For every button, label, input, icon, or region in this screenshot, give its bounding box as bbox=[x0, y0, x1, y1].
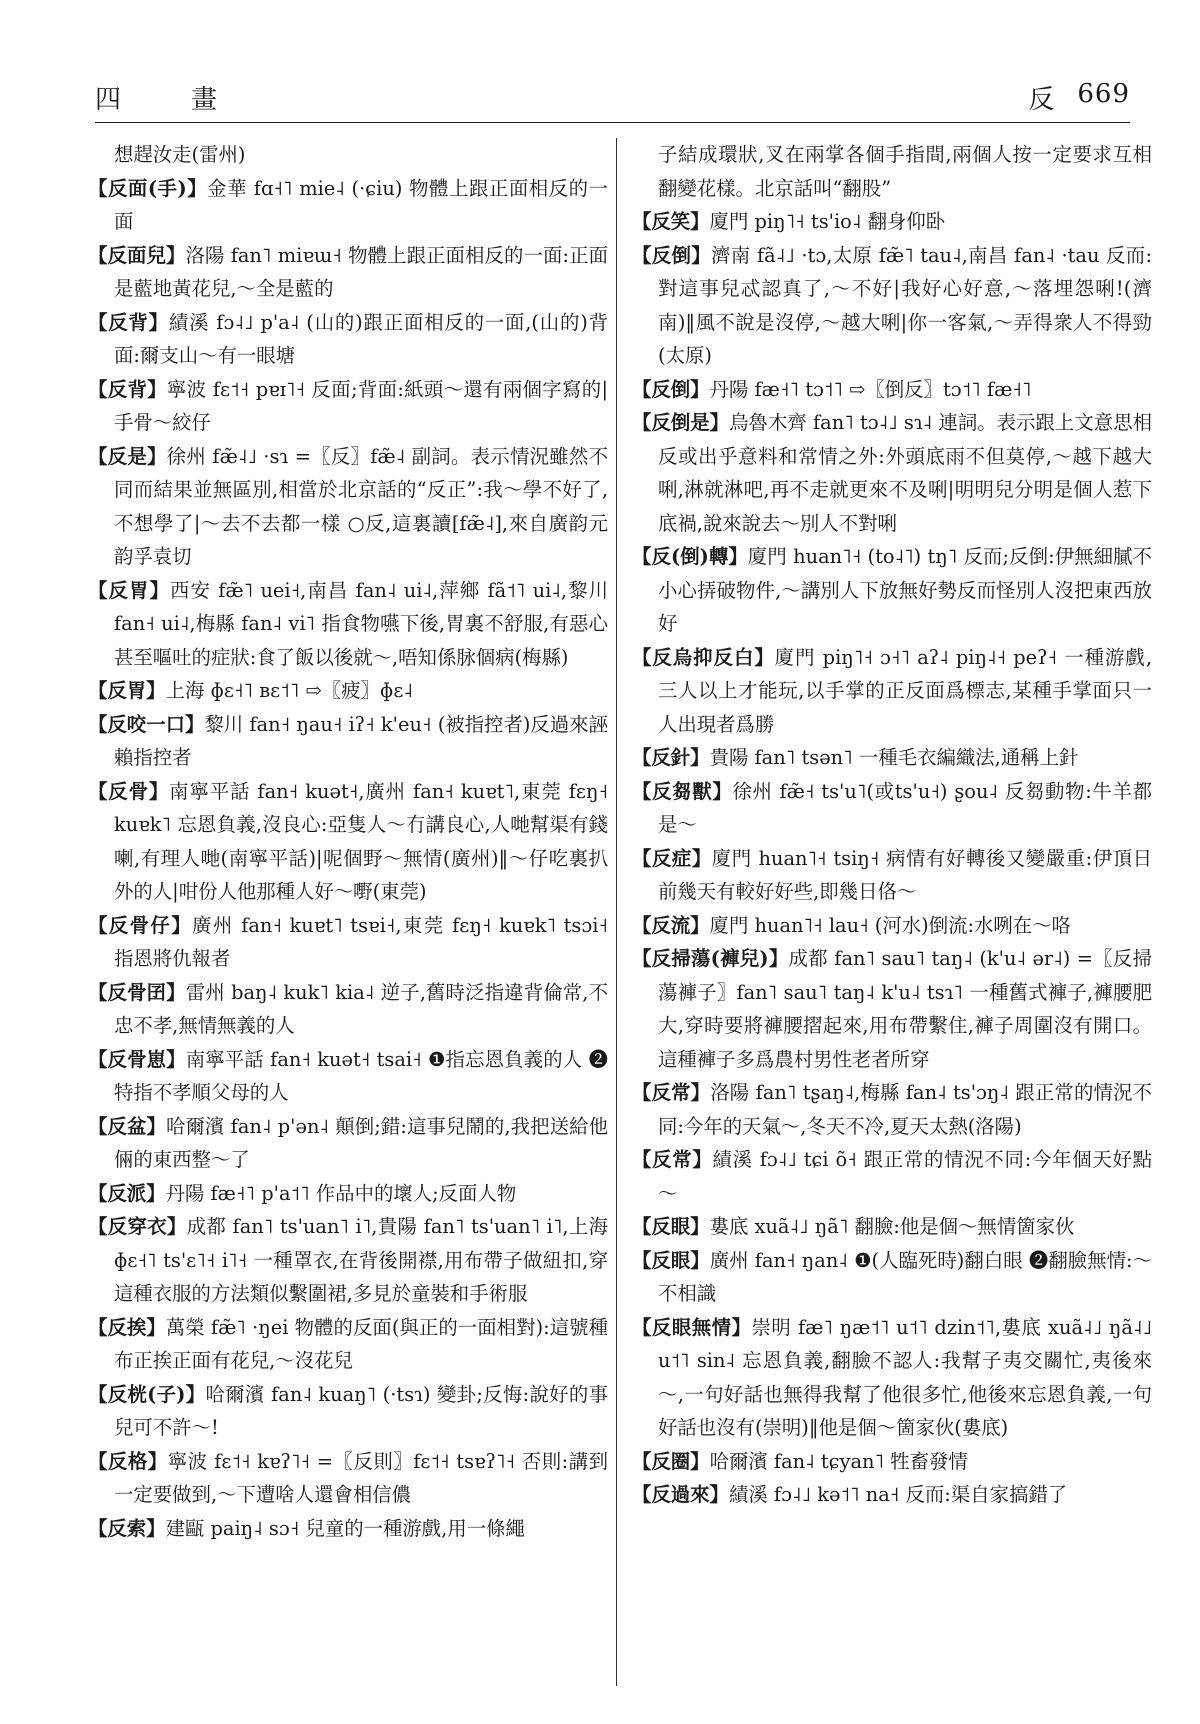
entry-headword: 【反面兒】 bbox=[88, 243, 186, 267]
entry-text: 金華 fɑ˧˥ mie˨ (·ɕiu) 物體上跟正面相反的一面 bbox=[114, 176, 608, 233]
entry-text: 績溪 fɔ˨˩ tɕi õ˧ 跟正常的情況不同:今年個天好點～ bbox=[658, 1148, 1152, 1205]
entry-headword: 【反過來】 bbox=[632, 1483, 729, 1506]
entry-headword: 【反格】 bbox=[88, 1449, 168, 1473]
entry-headword: 【反倒】 bbox=[632, 377, 710, 401]
entry-text: 黎川 fan˧ ŋau˧ iʔ˧ k'eu˧ (被指控者)反過來誣賴指控者 bbox=[114, 712, 609, 769]
entry-text: 萬榮 fæ̃˥ ·ŋei 物體的反面(與正的一面相對):這號種布正挨正面有花兒,～沒花兒 bbox=[114, 1315, 608, 1372]
entry-headword: 【反面(手)】 bbox=[88, 176, 208, 200]
dictionary-entry bbox=[632, 373, 1152, 407]
dictionary-entry bbox=[632, 641, 1152, 742]
entry-headword: 【反穿衣】 bbox=[88, 1215, 187, 1238]
dictionary-entry bbox=[88, 1043, 608, 1110]
entry-text: 寧波 fɛ˦˧ kɐʔ˥˧ =〖反則〗fɛ˦˧ tsɐʔ˥˧ 否則:講到一定要做到,～下遭啥人還會相信儂 bbox=[114, 1449, 609, 1506]
entry-text: 成都 fan˥ sau˥ taŋ˨ (k'u˨ ər˨) =〖反掃蕩褲子〗fan˥ sau˥ taŋ˨ k'u˨ tsɿ˥ 一種舊式褲子,褲腰肥大,穿時要將褲腰摺起來,用布帶繫住,褲子周圍沒有開口。這種褲子多爲農村男性老者所穿 bbox=[658, 947, 1152, 1071]
entry-text: 南寧平話 fan˧ kuət˧ tsai˧ ❶指忘恩負義的人 ❷特指不孝順父母的人 bbox=[114, 1047, 608, 1104]
dictionary-entry bbox=[88, 574, 608, 675]
entry-headword: 【反胃】 bbox=[88, 578, 170, 602]
entry-headword: 【反背】 bbox=[88, 310, 169, 334]
dictionary-entry bbox=[88, 306, 608, 373]
entry-headword: 【反咬一口】 bbox=[88, 712, 205, 736]
entry-text: 濟南 fã˨˩ ·tɔ,太原 fæ̃˥ tau˨,南昌 fan˨ ·tau 反而:對這事兒忒認真了,～不好|我好心好意,～落埋怨唎!(濟南)‖風不說是沒停,～越大唎|你一客氣,～弄得衆人不得勁(太原) bbox=[658, 243, 1152, 367]
entry-text: 子結成環狀,叉在兩掌各個手指間,兩個人按一定要求互相翻變花樣。北京話叫“翻股” bbox=[658, 143, 1152, 200]
entry-headword: 【反笑】 bbox=[632, 210, 710, 233]
entry-headword: 【反常】 bbox=[632, 1081, 711, 1104]
header-character: 反 bbox=[1028, 85, 1056, 115]
dictionary-entry bbox=[88, 708, 608, 775]
entry-text: 想趕汝走(雷州) bbox=[114, 143, 246, 166]
entry-headword: 【反眼】 bbox=[632, 1248, 710, 1272]
entry-headword: 【反背】 bbox=[88, 377, 167, 401]
entry-text: 廈門 huan˥˧ tsiŋ˧ 病情有好轉後又變嚴重:伊頂日前幾天有較好好些,即幾日佫～ bbox=[658, 846, 1153, 903]
entry-text: 廈門 huan˥˧ lau˧ (河水)倒流:水咧在～咯 bbox=[709, 913, 1071, 937]
dictionary-entry bbox=[88, 1311, 608, 1378]
dictionary-entry bbox=[88, 440, 608, 574]
entry-text: 寧波 fɛ˦˧ pɐɪ˥˧ 反面;背面:紙頭～還有兩個字寫的|手骨～絞仔 bbox=[114, 377, 608, 434]
dictionary-entry bbox=[632, 942, 1152, 1076]
entry-text: 哈爾濱 fan˨ kuaŋ˥ (·tsɿ) 變卦;反悔:說好的事兒可不許～! bbox=[114, 1382, 608, 1439]
entry-headword: 【反流】 bbox=[632, 913, 710, 937]
entry-headword: 【反常】 bbox=[632, 1148, 713, 1171]
entry-text: 貴陽 fan˥ tsən˥ 一種毛衣編織法,通稱上針 bbox=[709, 746, 1079, 769]
column-divider bbox=[616, 138, 617, 1686]
entry-text: 廈門 piŋ˥˧ ts'io˨ 翻身仰卧 bbox=[709, 210, 946, 233]
entry-headword: 【反眼】 bbox=[632, 1215, 710, 1238]
dictionary-entry bbox=[632, 909, 1152, 943]
dictionary-entry bbox=[88, 1445, 608, 1512]
header-right bbox=[1028, 79, 1130, 122]
entry-text: 徐州 fæ̃˨˩ ·sɿ =〖反〗fæ̃˨ 副詞。表示情況雖然不同而結果並無區別,相當於北京話的“反正”:我～學不好了,不想學了|～去不去都一樣 ○反,這裏讀[fæ̃˨],來自廣韵元韵孚袁切 bbox=[114, 444, 608, 568]
dictionary-entry bbox=[88, 674, 608, 708]
section-title: 四 畫 bbox=[95, 85, 240, 115]
entry-headword: 【反是】 bbox=[88, 444, 167, 468]
dictionary-entry bbox=[88, 1512, 608, 1546]
entry-text: 雷州 baŋ˨ kuk˥ kia˨ 逆子,舊時泛指違背倫常,不忠不孝,無情無義的人 bbox=[114, 980, 609, 1037]
dictionary-entry bbox=[632, 239, 1152, 373]
dictionary-entry bbox=[88, 1210, 608, 1311]
dictionary-entry bbox=[88, 1110, 608, 1177]
right-column bbox=[632, 138, 1152, 1512]
page-number: 669 bbox=[1077, 79, 1130, 109]
dictionary-entry bbox=[632, 1478, 1152, 1512]
entry-text: 廣州 fan˧ kuɐt˥ tsɐi˧,東莞 fɛŋ˧ kuɐk˥ tsɔi˧ 指恩將仇報者 bbox=[114, 913, 608, 970]
dictionary-entry bbox=[632, 1143, 1152, 1210]
dictionary-entry bbox=[632, 540, 1152, 641]
entry-headword: 【反倒是】 bbox=[632, 411, 730, 434]
dictionary-entry bbox=[632, 1076, 1152, 1143]
dictionary-entry bbox=[88, 138, 608, 172]
entry-headword: 【反倒】 bbox=[632, 243, 711, 267]
entry-text: 廣州 fan˧ ŋan˨ ❶(人臨死時)翻白眼 ❷翻臉無情:～不相識 bbox=[658, 1248, 1153, 1305]
dictionary-entry bbox=[632, 741, 1152, 775]
dictionary-entry bbox=[88, 1378, 608, 1445]
entry-headword: 【反眼無情】 bbox=[632, 1315, 752, 1339]
entry-text: 崇明 fæ˥ ŋæ˦˥ u˦˥ dzin˦˥,婁底 xuã˨˩ ŋã˨˩ u˦˥ sin˨ 忘恩負義,翻臉不認人:我幫子夷交關忙,夷後來～,一句好話也無得我幫了他很多忙,他後來忘恩負義,一句好話也沒有(崇明)‖他是個～箇家伙(婁底) bbox=[658, 1315, 1153, 1439]
entry-text: 哈爾濱 fan˨ tɕyan˥ 牲畜發情 bbox=[709, 1449, 968, 1473]
entry-headword: 【反索】 bbox=[88, 1516, 166, 1540]
dictionary-entry bbox=[632, 1210, 1152, 1244]
left-column bbox=[88, 138, 608, 1545]
entry-text: 烏魯木齊 fan˥ tɔ˨˩ sɿ˨ 連詞。表示跟上文意思相反或出乎意料和常情之外:外頭底雨不但莫停,～越下越大唎,淋就淋吧,再不走就更來不及唎|明明兒分明是個人惹下底禍,說來說去～別人不對唎 bbox=[658, 411, 1153, 535]
dictionary-entry bbox=[632, 775, 1152, 842]
entry-headword: 【反桄(子)】 bbox=[88, 1382, 206, 1406]
entry-text: 上海 ɸɛ˧˥ ʙɛ˦˥ ⇨〖疲〗ɸɛ˨ bbox=[165, 679, 413, 702]
dictionary-entry bbox=[632, 1445, 1152, 1479]
entry-text: 績溪 fɔ˨˩ kə˦˥ na˧ 反而:渠自家搞錯了 bbox=[728, 1483, 1068, 1506]
entry-text: 廈門 huan˥˧ (to˨˥) tŋ˥ 反而;反倒:伊無細膩不小心挵破物件,～講別人下放無好勢反而怪別人沒把東西放好 bbox=[658, 545, 1152, 635]
entry-headword: 【反掃蕩(褲兒)】 bbox=[632, 947, 789, 970]
dictionary-entry bbox=[632, 406, 1152, 540]
entry-text: 廈門 piŋ˥˧ ɔ˧˥ aʔ˨ piŋ˨˧ peʔ˧ 一種游戲,三人以上才能玩,以手掌的正反面爲標志,某種手掌面只一人出現者爲勝 bbox=[658, 645, 1152, 736]
entry-text: 婁底 xuã˨˩ ŋã˥ 翻臉:他是個～無情箇家伙 bbox=[709, 1215, 1075, 1238]
entry-headword: 【反骨囝】 bbox=[88, 980, 186, 1004]
dictionary-entry bbox=[88, 909, 608, 976]
entry-text: 丹陽 fæ˧˥ p'a˦˥ 作品中的壞人;反面人物 bbox=[165, 1181, 517, 1205]
entry-text: 徐州 fæ̃˧ ts'u˥(或ts'u˧) ʂou˨ 反芻動物:牛羊都是～ bbox=[658, 779, 1152, 836]
entry-headword: 【反烏抑反白】 bbox=[632, 645, 775, 669]
entry-headword: 【反派】 bbox=[88, 1181, 166, 1205]
entry-headword: 【反症】 bbox=[632, 846, 712, 870]
entry-headword: 【反骨仔】 bbox=[88, 913, 193, 937]
entry-text: 丹陽 fæ˧˥ tɔ˦˥ ⇨〖倒反〗tɔ˦˥ fæ˧˥ bbox=[709, 377, 1032, 401]
dictionary-entry bbox=[88, 373, 608, 440]
dictionary-entry bbox=[632, 1244, 1152, 1311]
dictionary-entry bbox=[88, 172, 608, 239]
entry-text: 建甌 paiŋ˨ sɔ˧ 兒童的一種游戲,用一條繩 bbox=[165, 1516, 525, 1540]
dictionary-entry bbox=[632, 842, 1152, 909]
entry-text: 西安 fæ̃˥ uei˧,南昌 fan˨ ui˨,萍鄉 fã˦˥ ui˨,黎川 fan˧ ui˨,梅縣 fan˨ vi˥ 指食物嚥下後,胃裏不舒服,有惡心甚至嘔吐的症狀:食了飯以後就～,唔知係脉個病(梅縣) bbox=[114, 578, 609, 669]
dictionary-entry bbox=[88, 976, 608, 1043]
entry-text: 成都 fan˥ ts'uan˥ i˥,貴陽 fan˥ ts'uan˥ i˥,上海 ɸɛ˧˥ ts'ɛ˥˧ i˥˧ 一種罩衣,在背後開襟,用布帶子做紐扣,穿這種衣服的方法類似繫圍裙,多見於童裝和手術服 bbox=[114, 1215, 609, 1305]
dictionary-entry bbox=[632, 205, 1152, 239]
entry-text: 哈爾濱 fan˨ p'ən˨ 顛倒;錯:這事兒鬧的,我把送給他倆的東西整～了 bbox=[114, 1114, 609, 1171]
entry-headword: 【反骨】 bbox=[88, 779, 170, 803]
entry-headword: 【反挨】 bbox=[88, 1315, 166, 1339]
entry-text: 南寧平話 fan˧ kuət˧,廣州 fan˧ kuɐt˥,東莞 fɛŋ˧ kuɐk˥ 忘恩負義,沒良心:亞隻人～冇講良心,人哋幫渠有錢喇,有理人哋(南寧平話)|呢個野～無情(廣州)‖～仔吃裏扒外的人|咁份人他那種人好～嘢(東莞) bbox=[114, 779, 609, 903]
dictionary-entry bbox=[88, 775, 608, 909]
dictionary-entry bbox=[88, 239, 608, 306]
entry-headword: 【反圈】 bbox=[632, 1449, 710, 1473]
dictionary-entry bbox=[632, 138, 1152, 205]
entry-headword: 【反芻獸】 bbox=[632, 779, 733, 803]
dictionary-entry bbox=[632, 1311, 1152, 1445]
entry-text: 績溪 fɔ˨˩ p'a˨ (山的)跟正面相反的一面,(山的)背面:爾支山～有一眼塘 bbox=[114, 310, 609, 367]
entry-headword: 【反骨崽】 bbox=[88, 1047, 186, 1071]
entry-text: 洛陽 fan˥ miɐɯ˧ 物體上跟正面相反的一面:正面是藍地黃花兒,～全是藍的 bbox=[114, 243, 608, 300]
dictionary-entry bbox=[88, 1177, 608, 1211]
page-header bbox=[95, 78, 1130, 123]
entry-headword: 【反(倒)轉】 bbox=[632, 545, 748, 568]
entry-headword: 【反胃】 bbox=[88, 679, 166, 702]
entry-headword: 【反盆】 bbox=[88, 1114, 166, 1138]
entry-text: 洛陽 fan˥ tʂaŋ˨,梅縣 fan˨ ts'ɔŋ˨ 跟正常的情況不同:今年的天氣～,冬天不冷,夏天太熱(洛陽) bbox=[658, 1081, 1153, 1138]
entry-headword: 【反針】 bbox=[632, 746, 710, 769]
